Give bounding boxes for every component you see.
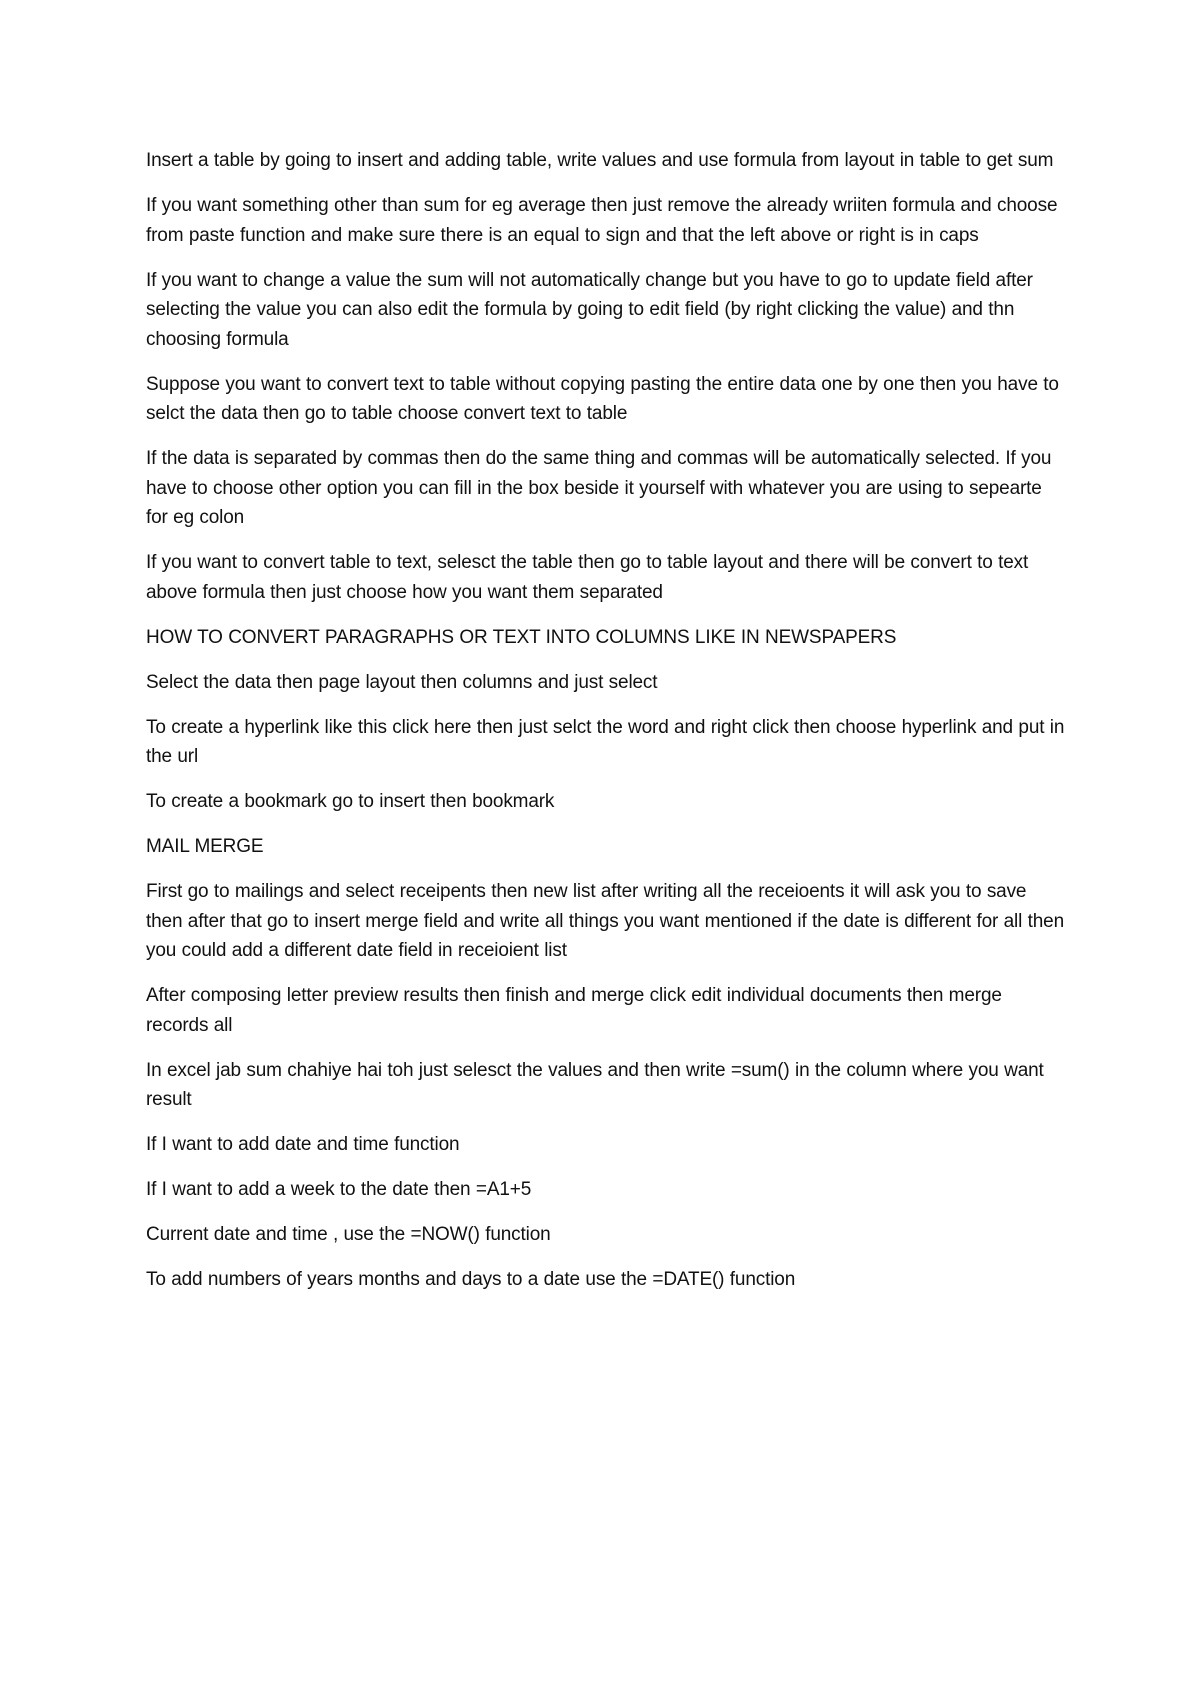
paragraph: To create a hyperlink like this click here then just selct the word and right click then choose hyperlink and put in the url [146, 716, 1065, 767]
paragraph: If you want to change a value the sum will not automatically change but you have to go to update field after selecting the value you can also edit the formula by going to edit field (by right clicking the value) and thn choosing formula [146, 269, 1033, 350]
paragraph: First go to mailings and select receipents then new list after writing all the receioents it will ask you to save then after that go to insert merge field and write all things you want mentioned if the date is different for all then you could add a different date field in receioient list [146, 881, 1064, 961]
paragraph: To create a bookmark go to insert then bookmark [146, 791, 555, 812]
paragraph: To add numbers of years months and days to a date use the =DATE() function [146, 1269, 796, 1290]
paragraph: If you want to convert table to text, selesct the table then go to table layout and there will be convert to text above formula then just choose how you want them separated [146, 552, 1029, 603]
paragraph: Suppose you want to convert text to table without copying pasting the entire data one by one then you have to selct the data then go to table choose convert text to table [146, 373, 1059, 424]
section-heading: HOW TO CONVERT PARAGRAPHS OR TEXT INTO COLUMNS LIKE IN NEWSPAPERS [146, 626, 897, 648]
paragraph: Insert a table by going to insert and adding table, write values and use formula from layout in table to get sum [146, 150, 1054, 171]
section-heading: MAIL MERGE [146, 836, 264, 857]
paragraph: If the data is separated by commas then do the same thing and commas will be automatically selected. If you have to choose other option you can fill in the box beside it yourself with whatever you are using to sepearte for eg colon [146, 448, 1052, 528]
paragraph: If you want something other than sum for eg average then just remove the already wriiten formula and choose from paste function and make sure there is an equal to sign and that the left above or right is in caps [146, 195, 1058, 246]
paragraph: After composing letter preview results then finish and merge click edit individual documents then merge records all [146, 985, 1002, 1036]
paragraph: If I want to add date and time function [146, 1134, 460, 1155]
paragraph: If I want to add a week to the date then =A1+5 [146, 1179, 532, 1200]
paragraph: Current date and time , use the =NOW() function [146, 1224, 551, 1245]
paragraph: Select the data then page layout then columns and just select [146, 671, 658, 693]
paragraph: In excel jab sum chahiye hai toh just selesct the values and then write =sum() in the column where you want result [146, 1059, 1044, 1110]
document-body [146, 146, 1066, 1310]
